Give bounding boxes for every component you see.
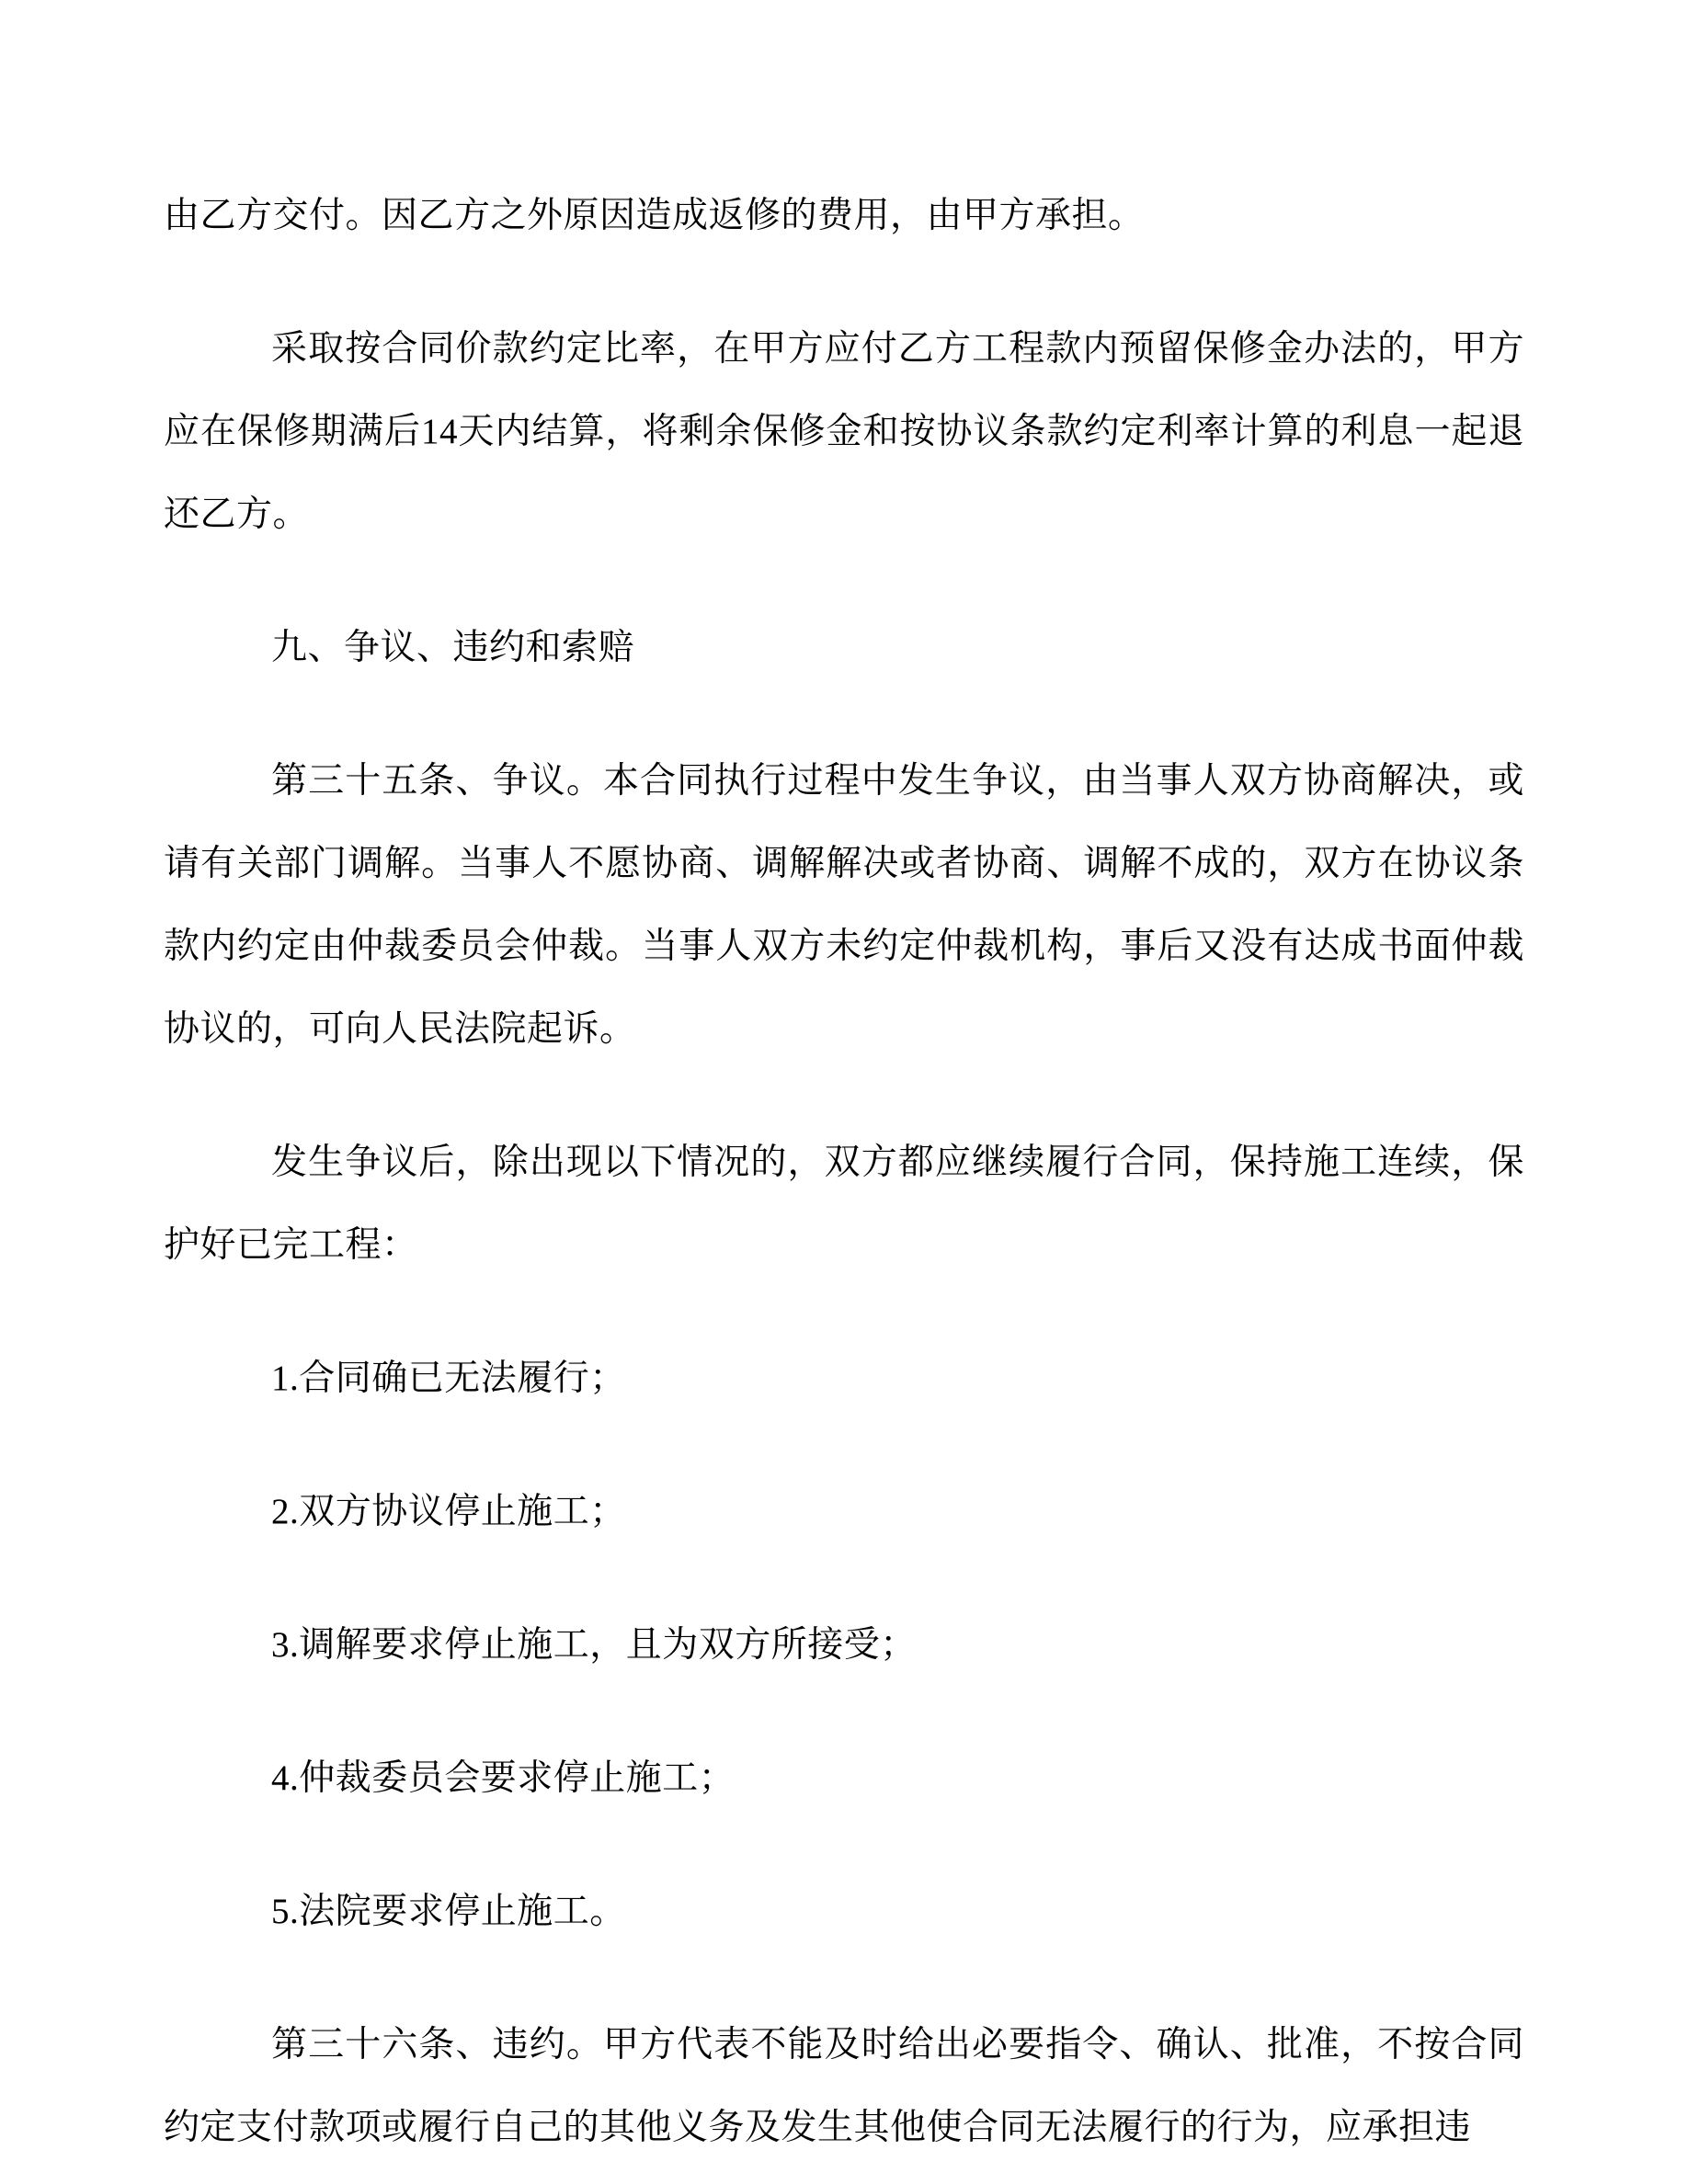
paragraph-continuation: 由乙方交付。因乙方之外原因造成返修的费用，由甲方承担。 xyxy=(164,196,1145,235)
paragraph-retention-money: 采取按合同价款约定比率，在甲方应付乙方工程款内预留保修金办法的，甲方应在保修期满后14天内结算，将剩余保修金和按协议条款约定利率计算的利息一起退还乙方。 xyxy=(164,329,1524,534)
section-heading-disputes: 九、争议、违约和索赔 xyxy=(271,628,635,667)
list-item-4: 4.仲裁委员会要求停止施工； xyxy=(271,1758,736,1798)
list-item-5: 5.法院要求停止施工。 xyxy=(271,1892,626,1931)
paragraph-clause-35-dispute: 第三十五条、争议。本合同执行过程中发生争议，由当事人双方协商解决，或请有关部门调解。当事人不愿协商、调解解决或者协商、调解不成的，双方在协议条款内约定由仲裁委员会仲裁。当事人双方未约定仲裁机构，事后又没有达成书面仲裁协议的，可向人民法院起诉。 xyxy=(164,761,1524,1049)
paragraph-clause-36-breach: 第三十六条、违约。甲方代表不能及时给出必要指令、确认、批准，不按合同约定支付款项或履行自己的其他义务及发生其他使合同无法履行的行为，应承担违 xyxy=(164,2025,1524,2147)
list-item-2: 2.双方协议停止施工； xyxy=(271,1492,626,1531)
paragraph-dispute-continue-work: 发生争议后，除出现以下情况的，双方都应继续履行合同，保持施工连续，保护好已完工程： xyxy=(164,1143,1524,1265)
document-body xyxy=(164,175,1524,2169)
list-item-1: 1.合同确已无法履行； xyxy=(271,1359,626,1398)
list-item-3: 3.调解要求停止施工，且为双方所接受； xyxy=(271,1625,917,1665)
